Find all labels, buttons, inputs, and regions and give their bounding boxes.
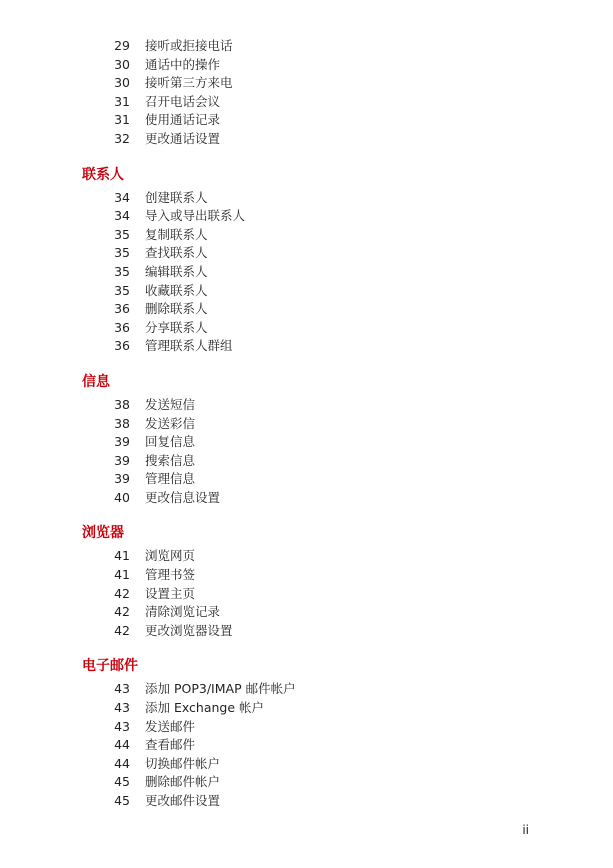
toc-entry[interactable]	[0, 56, 613, 75]
section-heading[interactable]: 电子邮件	[82, 658, 138, 675]
toc-entry-title[interactable]: 复制联系人	[145, 226, 208, 242]
toc-entry-title[interactable]: 通话中的操作	[145, 56, 221, 72]
toc-entry-page-number: 38	[114, 415, 130, 431]
toc-entry[interactable]	[0, 74, 613, 93]
toc-entry[interactable]	[0, 680, 613, 699]
toc-entry-page-number: 32	[114, 130, 130, 146]
toc-entry[interactable]	[0, 699, 613, 718]
toc-entry[interactable]	[0, 603, 613, 622]
toc-entry-page-number: 41	[114, 567, 130, 583]
toc-entry-page-number: 34	[114, 189, 130, 205]
toc-entry-page-number: 35	[114, 226, 130, 242]
toc-entry-title[interactable]: 导入或导出联系人	[145, 208, 246, 224]
toc-entry-title[interactable]: 发送短信	[145, 396, 196, 412]
toc-entry-title[interactable]: 编辑联系人	[145, 263, 208, 279]
toc-entry-title[interactable]: 更改通话设置	[145, 130, 221, 146]
toc-entry[interactable]	[0, 452, 613, 471]
toc-entry-title[interactable]: 删除联系人	[145, 301, 208, 317]
toc-entry-page-number: 36	[114, 319, 130, 335]
toc-entry[interactable]	[0, 489, 613, 508]
toc-entry-page-number: 35	[114, 282, 130, 298]
toc-entry[interactable]	[0, 37, 613, 56]
toc-entry-title[interactable]: 回复信息	[145, 434, 196, 450]
toc-entry-title[interactable]: 搜索信息	[145, 452, 196, 468]
toc-entry[interactable]	[0, 337, 613, 356]
toc-entry[interactable]	[0, 415, 613, 434]
toc-entry-page-number: 31	[114, 112, 130, 128]
toc-entry-page-number: 29	[114, 38, 130, 53]
toc-entry-page-number: 42	[114, 585, 130, 601]
toc-entry-title[interactable]: 添加 Exchange 帐户	[145, 700, 265, 716]
toc-entry-title[interactable]: 更改浏览器设置	[145, 622, 233, 638]
toc-entry-title[interactable]: 接听或拒接电话	[145, 38, 233, 53]
section-heading[interactable]: 联系人	[82, 166, 124, 183]
toc-entry[interactable]	[0, 282, 613, 301]
toc-entry-page-number: 40	[114, 489, 130, 505]
toc-entry-title[interactable]: 查找联系人	[145, 245, 208, 261]
toc-entry-page-number: 39	[114, 471, 130, 487]
toc-entry[interactable]	[0, 111, 613, 130]
table-of-contents	[0, 37, 613, 811]
toc-entry-title[interactable]: 删除邮件帐户	[145, 774, 221, 790]
toc-entry[interactable]	[0, 773, 613, 792]
toc-entry-title[interactable]: 更改信息设置	[145, 489, 221, 505]
toc-entry-title[interactable]: 发送邮件	[145, 718, 196, 734]
page-number: ii	[522, 823, 529, 837]
toc-entry[interactable]	[0, 718, 613, 737]
toc-entry-title[interactable]: 浏览网页	[145, 548, 196, 564]
toc-entry-page-number: 43	[114, 681, 130, 697]
toc-entry[interactable]	[0, 226, 613, 245]
toc-entry-page-number: 30	[114, 75, 130, 91]
toc-entry-title[interactable]: 召开电话会议	[145, 93, 221, 109]
toc-entry-title[interactable]: 接听第三方来电	[145, 75, 233, 91]
toc-entry-page-number: 42	[114, 604, 130, 620]
toc-entry[interactable]	[0, 300, 613, 319]
toc-entry[interactable]	[0, 189, 613, 208]
toc-entry-page-number: 43	[114, 718, 130, 734]
toc-entry[interactable]	[0, 244, 613, 263]
section-heading[interactable]: 信息	[82, 373, 110, 390]
toc-entry-page-number: 45	[114, 774, 130, 790]
toc-entry-page-number: 36	[114, 338, 130, 354]
toc-entry[interactable]	[0, 736, 613, 755]
toc-entry[interactable]	[0, 547, 613, 566]
toc-entry-title[interactable]: 创建联系人	[145, 189, 208, 205]
toc-entry-title[interactable]: 查看邮件	[145, 737, 196, 753]
toc-entry-title[interactable]: 分享联系人	[145, 319, 208, 335]
toc-entry-title[interactable]: 管理联系人群组	[145, 338, 233, 354]
toc-entry-page-number: 44	[114, 755, 130, 771]
toc-entry-page-number: 35	[114, 263, 130, 279]
toc-entry[interactable]	[0, 433, 613, 452]
toc-entry[interactable]	[0, 622, 613, 641]
toc-entry[interactable]	[0, 585, 613, 604]
toc-entry-title[interactable]: 管理信息	[145, 471, 196, 487]
toc-entry-page-number: 35	[114, 245, 130, 261]
toc-entry-title[interactable]: 添加 POP3/IMAP 邮件帐户	[145, 681, 296, 697]
toc-entry[interactable]	[0, 130, 613, 149]
toc-entry-page-number: 39	[114, 452, 130, 468]
toc-entry-page-number: 43	[114, 700, 130, 716]
toc-entry[interactable]	[0, 263, 613, 282]
toc-entry-title[interactable]: 设置主页	[145, 585, 196, 601]
toc-entry[interactable]	[0, 755, 613, 774]
toc-entry-page-number: 45	[114, 793, 130, 808]
toc-entry-title[interactable]: 管理书签	[145, 567, 196, 583]
toc-entry-title[interactable]: 更改邮件设置	[145, 793, 221, 808]
toc-entry-title[interactable]: 发送彩信	[145, 415, 196, 431]
section-heading[interactable]: 浏览器	[82, 525, 124, 542]
toc-entry-title[interactable]: 收藏联系人	[145, 282, 208, 298]
toc-entry[interactable]	[0, 470, 613, 489]
toc-entry-page-number: 34	[114, 208, 130, 224]
toc-entry-title[interactable]: 清除浏览记录	[145, 604, 221, 620]
toc-entry[interactable]	[0, 566, 613, 585]
toc-entry[interactable]	[0, 396, 613, 415]
toc-entry-page-number: 39	[114, 434, 130, 450]
toc-entry-page-number: 30	[114, 56, 130, 72]
toc-entry-title[interactable]: 使用通话记录	[145, 112, 221, 128]
toc-entry-page-number: 31	[114, 93, 130, 109]
toc-entry[interactable]	[0, 319, 613, 338]
toc-entry-title[interactable]: 切换邮件帐户	[145, 755, 221, 771]
toc-entry[interactable]	[0, 93, 613, 112]
toc-entry-page-number: 36	[114, 301, 130, 317]
toc-entry[interactable]	[0, 207, 613, 226]
toc-entry-page-number: 44	[114, 737, 130, 753]
toc-entry[interactable]	[0, 792, 613, 811]
toc-entry-page-number: 42	[114, 622, 130, 638]
toc-entry-page-number: 41	[114, 548, 130, 564]
toc-entry-page-number: 38	[114, 396, 130, 412]
